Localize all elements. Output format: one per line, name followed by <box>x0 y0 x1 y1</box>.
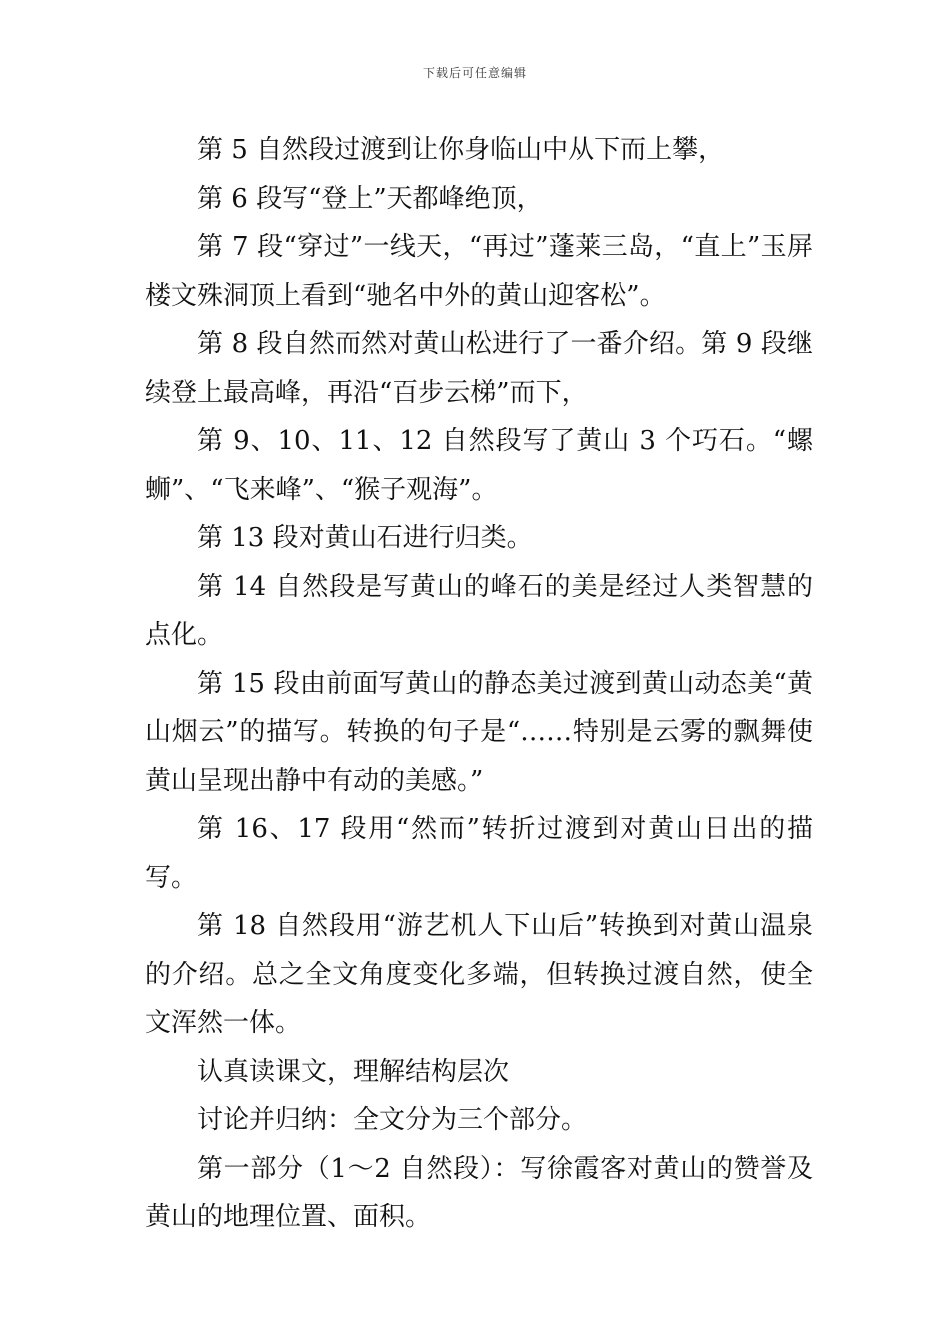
paragraph: 第 15 段由前面写黄山的静态美过渡到黄山动态美“黄山烟云”的描写。转换的句子是“……特别是云雾的飘舞使黄山呈现出静中有动的美感。” <box>145 668 813 796</box>
body-text <box>145 126 813 1242</box>
paragraph: 第 5 自然段过渡到让你身临山中从下而上攀， <box>197 135 725 165</box>
paragraph: 第 9、10、11、12 自然段写了黄山 3 个巧石。“螺蛳”、“飞来峰”、“猴子观海”。 <box>145 426 813 505</box>
paragraph: 认真读课文，理解结构层次 <box>197 1056 510 1087</box>
header-note: 下载后可任意编辑 <box>422 66 527 80</box>
paragraph: 第 8 段自然而然对黄山松进行了一番介绍。第 9 段继续登上最高峰，再沿“百步云梯”而下， <box>145 329 813 408</box>
paragraph: 第 16、17 段用“然而”转折过渡到对黄山日出的描写。 <box>145 814 813 893</box>
paragraph: 第 7 段“穿过”一线天，“再过”蓬莱三岛，“直上”玉屏楼文殊洞顶上看到“驰名中外的黄山迎客松”。 <box>145 232 813 311</box>
paragraph: 第 6 段写“登上”天都峰绝顶， <box>197 183 543 214</box>
paragraph: 第 13 段对黄山石进行归类。 <box>197 523 533 553</box>
paragraph: 第一部分（1～2 自然段）：写徐霞客对黄山的赞誉及黄山的地理位置、面积。 <box>145 1153 813 1232</box>
paragraph: 讨论并归纳：全文分为三个部分。 <box>197 1105 588 1135</box>
paragraph: 第 18 自然段用“游艺机人下山后”转换到对黄山温泉的介绍。总之全文角度变化多端，但转换过渡自然，使全文浑然一体。 <box>145 911 813 1038</box>
paragraph: 第 14 自然段是写黄山的峰石的美是经过人类智慧的点化。 <box>145 571 813 650</box>
